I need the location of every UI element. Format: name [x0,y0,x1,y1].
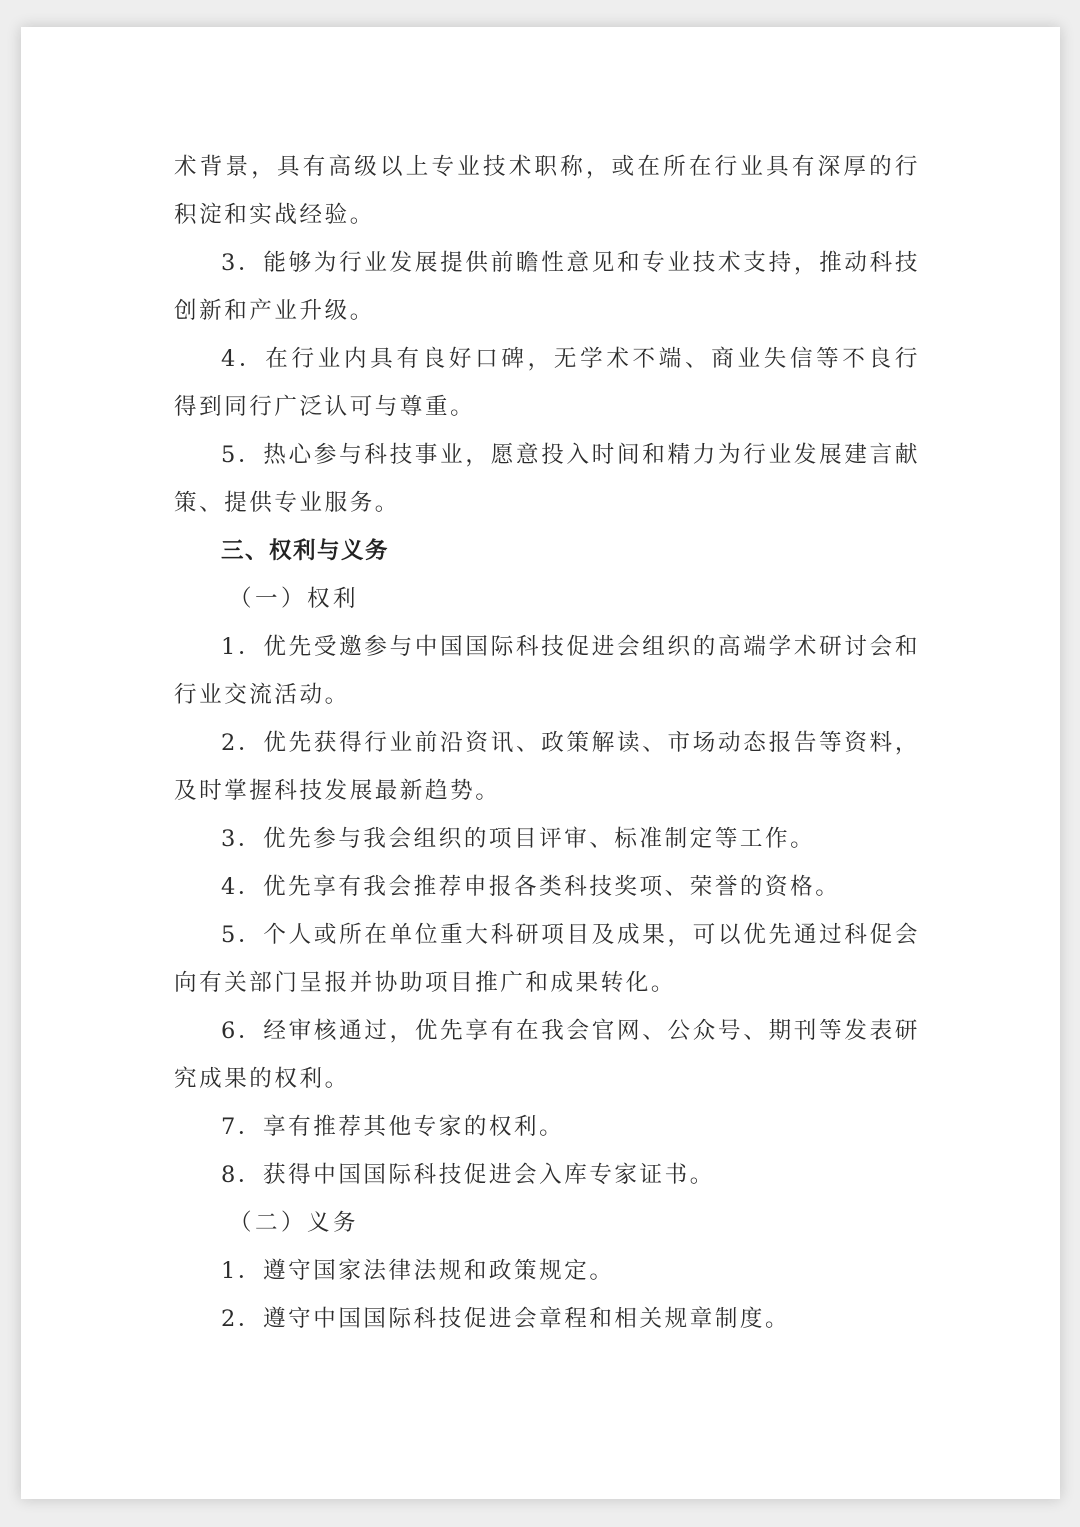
paragraph-line: 2．遵守中国国际科技促进会章程和相关规章制度。 [221,1306,791,1332]
document-body [174,143,920,1343]
subsection-heading: （二）义务 [229,1210,360,1236]
paragraph-line: 得到同行广泛认可与尊重。 [174,394,476,420]
paragraph-line: 及时掌握科技发展最新趋势。 [174,778,501,804]
section-heading: 三、权利与义务 [221,538,390,564]
subsection-heading: （一）权利 [229,586,360,612]
paragraph-line: 向有关部门呈报并协助项目推广和成果转化。 [174,970,677,996]
paragraph-line: 1．遵守国家法律法规和政策规定。 [221,1258,615,1284]
paragraph-line: 5．热心参与科技事业，愿意投入时间和精力为行业发展建言献 [221,442,920,468]
paragraph-line: 行业交流活动。 [174,682,350,708]
paragraph-line: 5．个人或所在单位重大科研项目及成果，可以优先通过科促会 [221,922,920,948]
paragraph-line: 究成果的权利。 [174,1066,350,1092]
paragraph-line: 积淀和实战经验。 [174,202,375,228]
paragraph-line: 3．优先参与我会组织的项目评审、标准制定等工作。 [221,826,816,852]
paragraph-line: 7．享有推荐其他专家的权利。 [221,1114,565,1140]
paragraph-line: 8．获得中国国际科技促进会入库专家证书。 [221,1162,715,1188]
paragraph-line: 4．在行业内具有良好口碑，无学术不端、商业失信等不良行 [221,346,920,372]
paragraph-line: 1．优先受邀参与中国国际科技促进会组织的高端学术研讨会和 [221,634,920,660]
paragraph-line: 4．优先享有我会推荐申报各类科技奖项、荣誉的资格。 [221,874,841,900]
paragraph-line: 策、提供专业服务。 [174,490,400,516]
paragraph-line: 创新和产业升级。 [174,298,375,324]
paragraph-line: 2．优先获得行业前沿资讯、政策解读、市场动态报告等资料， [221,730,920,756]
paragraph-line: 术背景，具有高级以上专业技术职称，或在所在行业具有深厚的行 [174,154,920,180]
paragraph-line: 3．能够为行业发展提供前瞻性意见和专业技术支持，推动科技 [221,250,920,276]
document-page [21,27,1060,1499]
paragraph-line: 6．经审核通过，优先享有在我会官网、公众号、期刊等发表研 [221,1018,920,1044]
